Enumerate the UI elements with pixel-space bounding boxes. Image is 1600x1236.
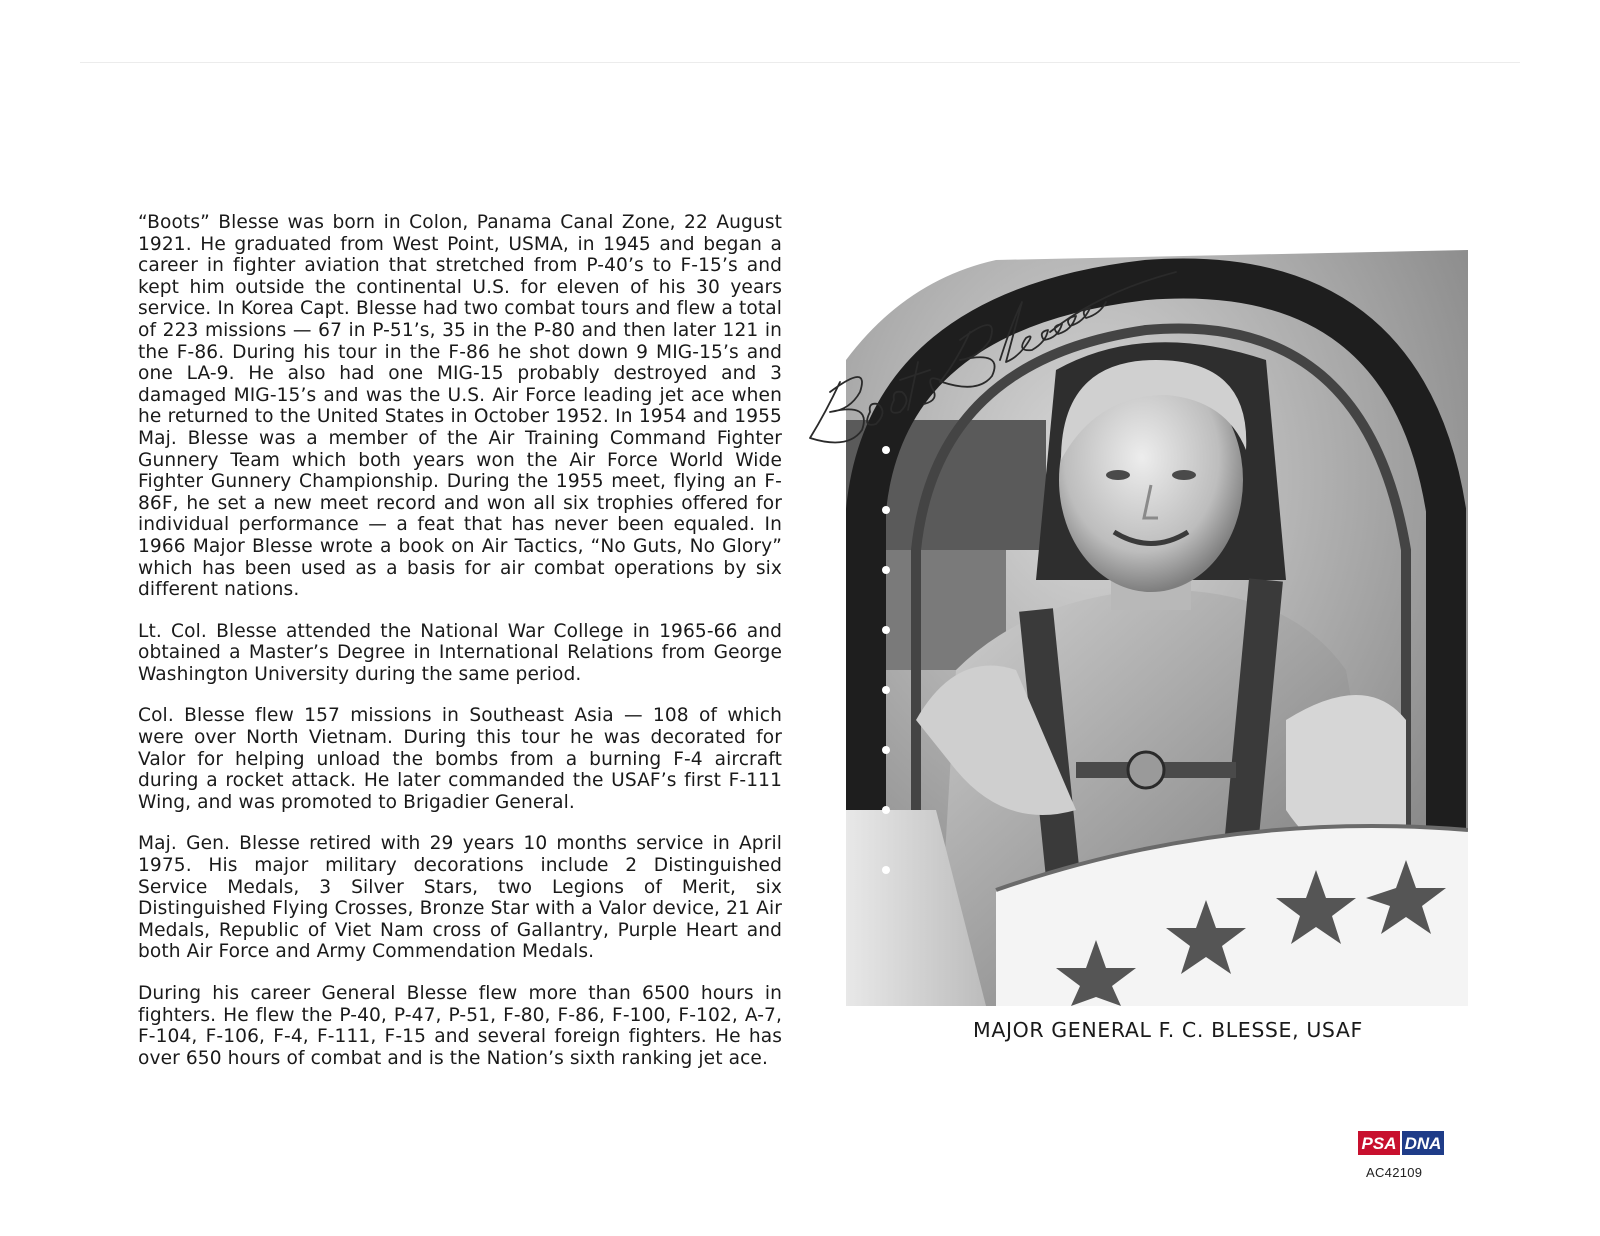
page-fold-line <box>80 62 1520 63</box>
pilot-portrait-photo <box>846 250 1468 1006</box>
certification-number: AC42109 <box>1366 1165 1423 1180</box>
bio-paragraph: Lt. Col. Blesse attended the National War College in 1965-66 and obtained a Master’s Degree in International Relations from George Washington University during the same period. <box>138 620 782 685</box>
psa-dna-logo <box>1358 1131 1444 1155</box>
bio-paragraph: “Boots” Blesse was born in Colon, Panama Canal Zone, 22 August 1921. He graduated from West Point, USMA, in 1945 and began a career in fighter aviation that stretched from P-40’s to F-15’s and kept him outside the continental U.S. for eleven of his 30 years service. In Korea Capt. Blesse had two combat tours and flew a total of 223 missions — 67 in P-51’s, 35 in the P-80 and then later 121 in the F-86. During his tour in the F-86 he shot down 9 MIG-15’s and one LA-9. He also had one MIG-15 probably destroyed and 3 damaged MIG-15’s and was the U.S. Air Force leading jet ace when he returned to the United States in October 1952. In 1954 and 1955 Maj. Blesse was a member of the Air Training Command Fighter Gunnery Team which both years won the Air Force World Wide Fighter Gunnery Championship. During the 1955 meet, flying an F-86F, he set a new meet record and won all six trophies offered for individual performance — a feat that has never been equaled. In 1966 Major Blesse wrote a book on Air Tactics, “No Guts, No Glory” which has been used as a basis for air combat operations by six different nations. <box>138 212 782 601</box>
biography-text <box>138 212 782 1089</box>
bio-paragraph: Maj. Gen. Blesse retired with 29 years 10 months service in April 1975. His major military decorations include 2 Distinguished Service Medals, 3 Silver Stars, two Legions of Merit, six Distinguished Flying Crosses, Bronze Star with a Valor device, 21 Air Medals, Republic of Viet Nam cross of Gallantry, Purple Heart and both Air Force and Army Commendation Medals. <box>138 833 782 963</box>
dna-logo-text: DNA <box>1404 1134 1442 1153</box>
bio-paragraph: During his career General Blesse flew more than 6500 hours in fighters. He flew the P-40, P-47, P-51, F-80, F-86, F-100, F-102, A-7, F-104, F-106, F-4, F-111, F-15 and several foreign fighters. He has over 650 hours of combat and is the Nation’s sixth ranking jet ace. <box>138 983 782 1069</box>
pilot-in-cockpit-image <box>846 250 1468 1006</box>
psa-logo-text: PSA <box>1361 1134 1397 1153</box>
bio-paragraph: Col. Blesse flew 157 missions in Southeast Asia — 108 of which were over North Vietnam. During this tour he was decorated for Valor for helping unload the bombs from a burning F-4 aircraft during a rocket attack. He later commanded the USAF’s first F-111 Wing, and was promoted to Brigadier General. <box>138 705 782 813</box>
photo-caption: MAJOR GENERAL F. C. BLESSE, USAF <box>973 1018 1363 1042</box>
